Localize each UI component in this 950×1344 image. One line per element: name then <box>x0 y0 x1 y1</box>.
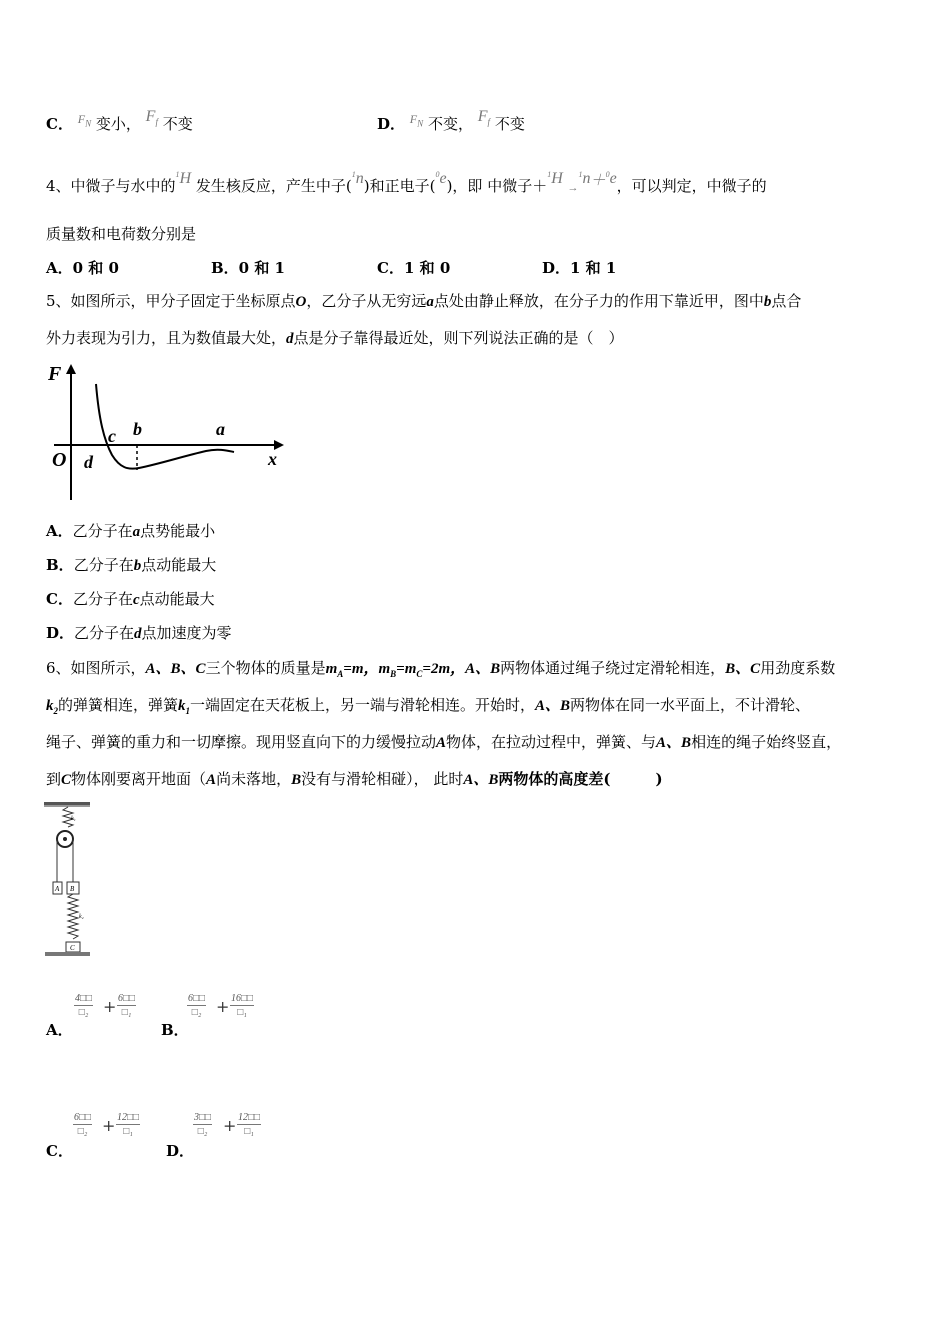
q5-stem-line2: 外力表现为引力，且为数值最大处，d点是分子靠得最近处，则下列说法正确的是（ ） <box>46 329 624 347</box>
pulley-spring-figure <box>42 800 94 958</box>
q5-option-c: C．乙分子在c点动能最大 <box>46 590 215 608</box>
q6-option-c-label: C． <box>46 1142 73 1160</box>
q5-stem-line1: 5、如图所示，甲分子固定于坐标原点O，乙分子从无穷远a点处由静止释放，在分子力的作用下靠近甲，图中b点合 <box>46 292 802 310</box>
q6-stem-line3: 绳子、弹簧的重力和一切摩擦。现用竖直向下的力缓慢拉动A物体，在拉动过程中，弹簧、与A、B相连的绳子始终竖直， <box>46 733 842 751</box>
ground <box>45 952 90 956</box>
q6-option-d-frac2: 12□□ □₁ <box>238 1112 261 1137</box>
nuclide-n-eq: $^1$n <box>578 170 591 187</box>
q6-option-c-frac1: 6□□ □₂ <box>74 1112 92 1137</box>
q6-option-d-frac1: 3□□ □₂ <box>194 1112 212 1137</box>
force-curve <box>96 384 234 469</box>
nuclide-e: $^0$e <box>435 170 447 187</box>
spring-k2 <box>68 894 78 939</box>
q6-option-b-label: B． <box>161 1021 189 1039</box>
q6-stem-line2: $k_2$的弹簧相连，弹簧$k_1$一端固定在天花板上，另一端与滑轮相连。开始时，A、B两物体在同一水平面上，不计滑轮、 <box>46 696 811 716</box>
q6-option-a-label: A． <box>46 1021 73 1039</box>
nuclide-h-eq: $^1$H <box>547 170 563 187</box>
q4-stem-line2: 质量数和电荷数分别是 <box>46 225 197 243</box>
nuclide-h: $^1$H <box>175 170 192 187</box>
ff-symbol: $F_f$ <box>477 108 491 128</box>
q6-stem-line4: 到C物体刚要离开地面（A尚未落地，B没有与滑轮相碰）， 此时A、B两物体的高度差( ) <box>46 770 663 788</box>
f-axis-arrow <box>66 364 76 374</box>
q4-option-b: B．0 和 1 <box>211 259 285 277</box>
label-x: x <box>268 449 277 469</box>
q5-option-d: D．乙分子在d点加速度为零 <box>46 624 232 642</box>
force-distance-graph <box>44 360 294 505</box>
q3-option-d: D． $^{F_N}$ 不变， $F_f$ 不变 <box>377 108 525 133</box>
q6-stem-line1: 6、如图所示，A、B、C三个物体的质量是$m_A=m$，$m_B=m_C=2m$，A、B两物体通过绳子绕过定滑轮相连，B、C用劲度系数 <box>46 659 836 679</box>
label-k2: k₂ <box>79 914 84 920</box>
q5-option-b: B．乙分子在b点动能最大 <box>46 556 217 574</box>
nuclide-n: $^1$n <box>351 170 364 187</box>
q4-option-a: A．0 和 0 <box>46 259 119 277</box>
q4-stem-line1: 4、中微子与水中的$^1$H 发生核反应，产生中子($^1$n)和正电子($^0$e)，即 中微子＋$^1$H →$^1$n＋$^0$e，可以判定，中微子的 <box>46 170 767 195</box>
svg-text:B: B <box>70 885 75 893</box>
label-d: d <box>84 452 93 472</box>
ceiling <box>44 802 90 805</box>
label-b: b <box>133 419 142 439</box>
label-c: c <box>108 426 116 446</box>
q6-option-b-frac1: 6□□ □₂ <box>188 993 206 1018</box>
ff-symbol: $F_f$ <box>145 108 158 128</box>
q6-option-d-label: D． <box>166 1142 195 1160</box>
q3-option-c: C． $^{F_N}$ 变小， $F_f$ 不变 <box>46 108 193 133</box>
q5-option-a: A．乙分子在a点势能最小 <box>46 522 216 540</box>
q6-option-c-frac2: 12□□ □₁ <box>117 1112 140 1137</box>
q6-option-b-frac2: 16□□ □₁ <box>231 993 254 1018</box>
label-k1: k₁ <box>71 816 76 822</box>
nuclide-e-eq: $^0$e <box>605 170 617 187</box>
svg-text:C: C <box>70 944 75 952</box>
label-f: F <box>48 363 62 385</box>
label-o: O <box>52 449 67 471</box>
q6-option-a-frac2: 6□□ □₁ <box>118 993 136 1018</box>
fn-symbol: FN <box>77 112 92 129</box>
fn-symbol: FN <box>409 112 424 129</box>
q4-option-d: D．1 和 1 <box>542 259 617 277</box>
q4-option-c: C．1 和 0 <box>377 259 451 277</box>
q6-option-a-frac1: 4□□ □₂ <box>75 993 93 1018</box>
label-a: a <box>216 419 225 439</box>
svg-text:A: A <box>55 885 60 893</box>
